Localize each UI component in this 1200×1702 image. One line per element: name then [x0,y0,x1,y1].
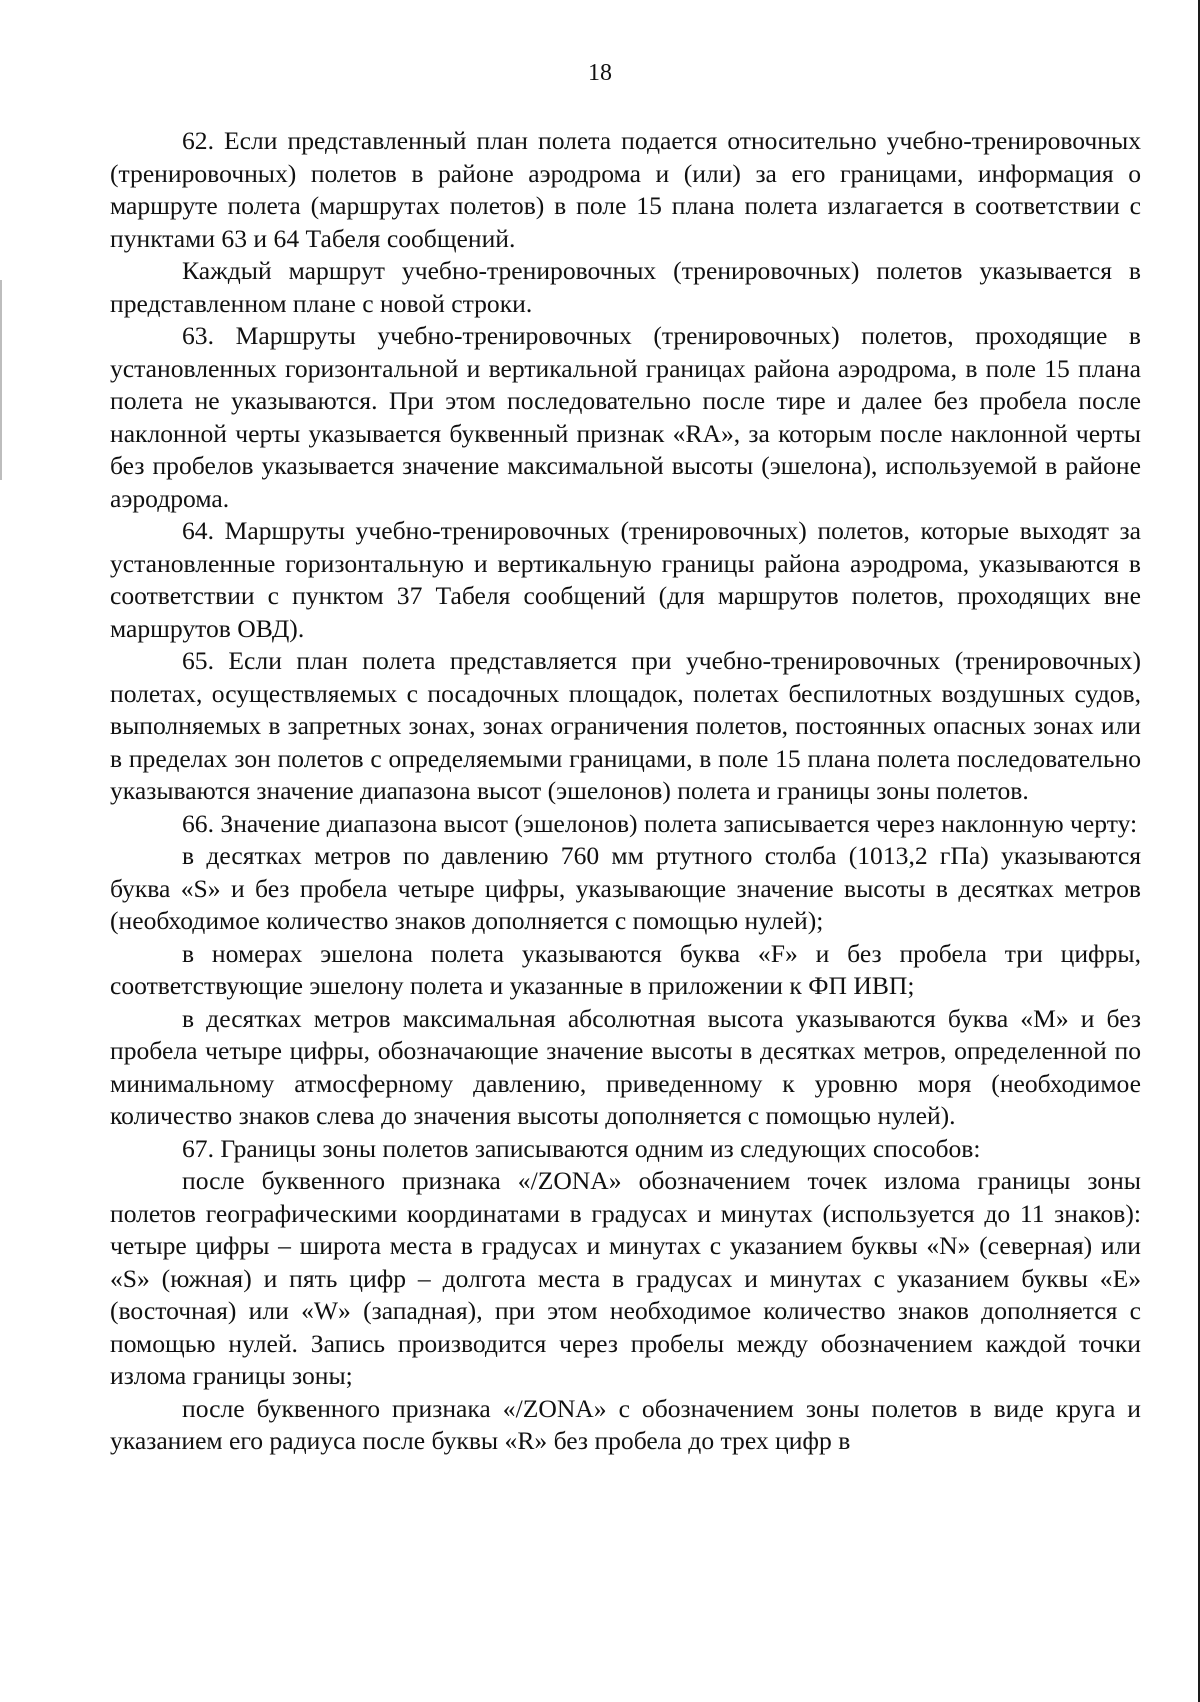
paragraph-66: 66. Значение диапазона высот (эшелонов) полета записывается через наклонную черту: [182,808,1138,838]
paragraph-67-circle: после буквенного признака «/ZONA» с обозначением зоны полетов в виде круга и указанием его радиуса после буквы «R» без пробела до трех цифр в [110,1393,1141,1455]
scan-edge-left [0,280,2,480]
paragraph-62-route: Каждый маршрут учебно-тренировочных (тренировочных) полетов указывается в представленном плане с новой строки. [110,256,1141,318]
paragraph-67: 67. Границы зоны полетов записываются одним из следующих способов: [182,1133,981,1163]
paragraph-62: 62. Если представленный план полета подается относительно учебно-тренировочных (тренировочных) полетов в районе аэродрома и (или) за его границами, информация о маршруте полета (маршрутах полетов) в поле 15 плана полета излагается в соответствии с пунктами 63 и 64 Табеля сообщений. [110,126,1141,253]
paragraph-65: 65. Если план полета представляется при учебно-тренировочных (тренировочных) полетах, осуществляемых с посадочных площадок, полетах беспилотных воздушных судов, выполняемых в запретных зонах, зонах ограничения полетов, постоянных опасных зонах или в пределах зон полетов с определяемыми границами, в поле 15 плана полета последовательно указываются значение диапазона высот (эшелонов) полета и границы зоны полетов. [110,646,1141,805]
paragraph-63: 63. Маршруты учебно-тренировочных (тренировочных) полетов, проходящие в установленных горизонтальной и вертикальной границах района аэродрома, в поле 15 плана полета не указываются. При этом последовательно после тире и далее без пробела после наклонной черты указывается буквенный признак «RA», за которым после наклонной черты без пробелов указывается значение максимальной высоты (эшелона), используемой в районе аэродрома. [110,321,1141,513]
paragraph-66-max-altitude: в десятках метров максимальная абсолютная высота указываются буква «М» и без пробела четыре цифры, обозначающие значение высоты в десятках метров, определенной по минимальному атмосферному давлению, приведенному к уровню моря (необходимое количество знаков слева до значения высоты дополняется с помощью нулей). [110,1003,1141,1130]
paragraph-66-meters: в десятках метров по давлению 760 мм ртутного столба (1013,2 гПа) указываются буква «S» и без пробела четыре цифры, указывающие значение высоты в десятках метров (необходимое количество знаков дополняется с помощью нулей); [110,841,1141,935]
paragraph-64: 64. Маршруты учебно-тренировочных (тренировочных) полетов, которые выходят за установленные горизонтальную и вертикальную границы района аэродрома, указываются в соответствии с пунктом 37 Табеля сообщений (для маршрутов полетов, проходящих вне маршрутов ОВД). [110,516,1141,643]
document-body [110,125,1141,1458]
page-number: 18 [588,60,612,86]
paragraph-66-levels: в номерах эшелона полета указываются буква «F» и без пробела три цифры, соответствующие эшелону полета и указанные в приложении к ФП ИВП; [110,938,1141,1000]
paragraph-67-points: после буквенного признака «/ZONA» обозначением точек излома границы зоны полетов географическими координатами в градусах и минутах (используется до 11 знаков): четыре цифры – широта места в градусах и минутах с указанием буквы «N» (северная) или «S» (южная) и пять цифр – долгота места в градусах и минутах с указанием буквы «Е» (восточная) или «W» (западная), при этом необходимое количество знаков дополняется с помощью нулей. Запись производится через пробелы между обозначением каждой точки излома границы зоны; [110,1166,1141,1390]
